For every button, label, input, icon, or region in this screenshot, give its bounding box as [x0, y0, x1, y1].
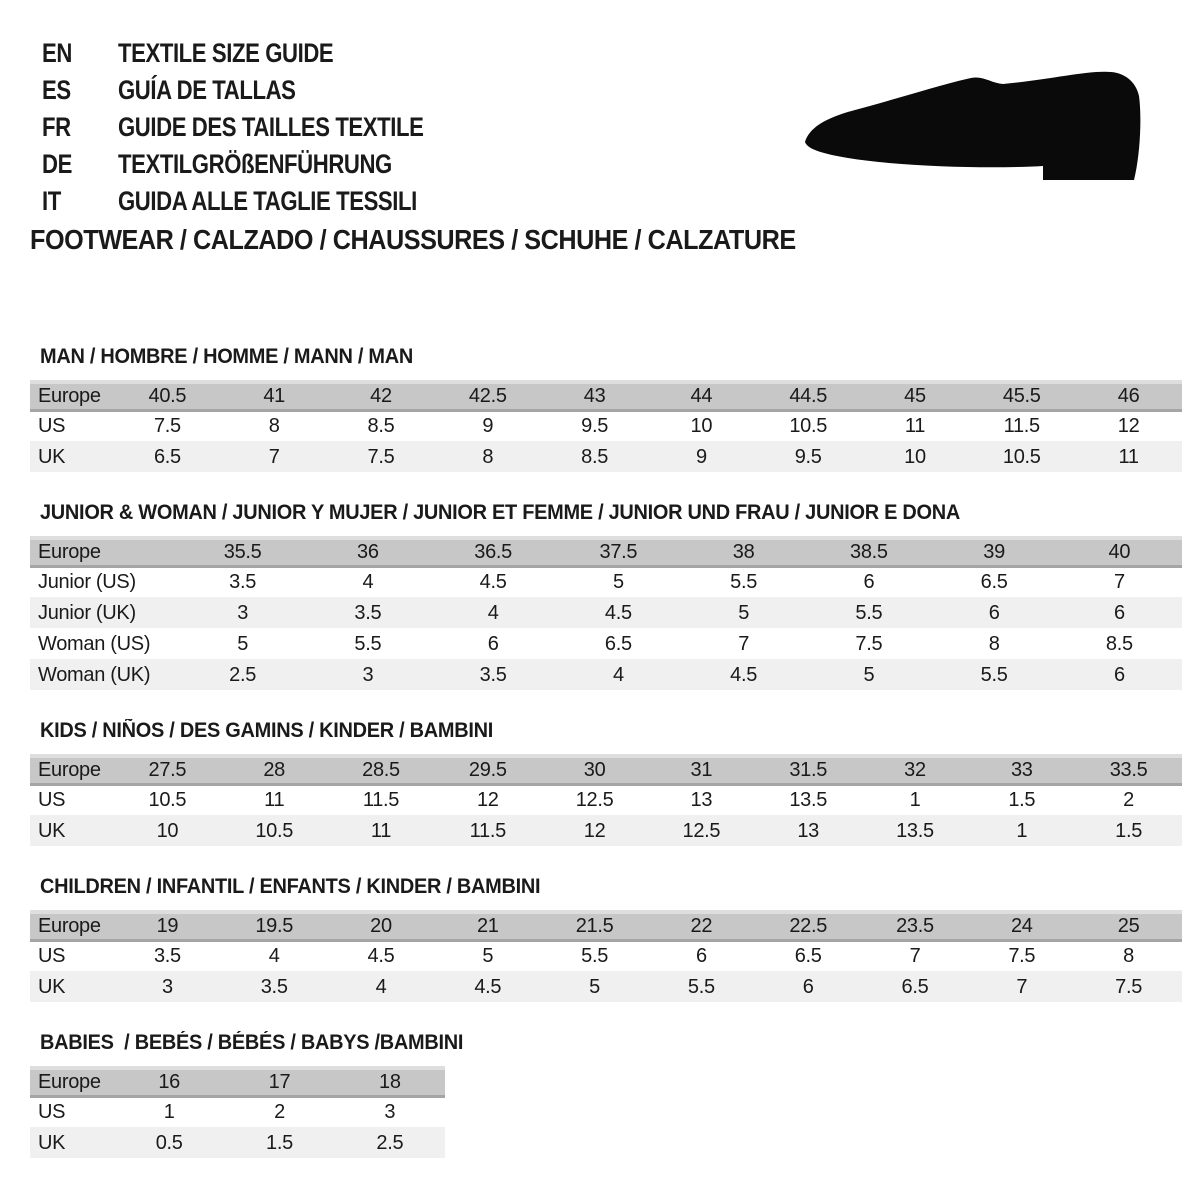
size-cell: 40.5: [114, 382, 221, 410]
row-label: UK: [30, 815, 114, 846]
size-cell: 42: [328, 382, 435, 410]
language-title: TEXTILGRÖßENFÜHRUNG: [118, 149, 392, 179]
size-cell: 16: [114, 1068, 224, 1096]
size-cell: 6: [695, 945, 707, 968]
size-cell: 8: [268, 415, 280, 438]
size-cell: 3.5: [221, 971, 328, 1002]
size-cell: 10.5: [148, 789, 187, 812]
row-label: US: [38, 789, 66, 812]
size-cell: 3: [305, 659, 430, 690]
size-cell: 2.5: [335, 1127, 445, 1158]
row-label: Europe: [30, 1068, 114, 1096]
size-cell: 36.5: [431, 538, 556, 566]
row-label: UK: [30, 971, 114, 1002]
table-row: [30, 784, 1182, 815]
language-code: DE: [42, 149, 72, 179]
language-title: TEXTILE SIZE GUIDE: [118, 38, 334, 68]
size-cell: 10.5: [221, 815, 328, 846]
size-cell: 45: [862, 382, 969, 410]
size-cell: 30: [541, 756, 648, 784]
size-cell: 39: [932, 538, 1057, 566]
size-cell: 12.5: [648, 815, 755, 846]
size-cell: 27.5: [114, 756, 221, 784]
table-row: [30, 441, 1182, 472]
table-row: [30, 1127, 445, 1158]
size-table-babies: [30, 1066, 445, 1158]
table-header-row: [30, 912, 1182, 940]
size-cell: 5: [806, 659, 931, 690]
size-cell: 5: [541, 971, 648, 1002]
size-table-junior-woman: [30, 536, 1182, 690]
row-label: UK: [30, 441, 114, 472]
size-cell: 5.5: [806, 597, 931, 628]
size-cell: 5: [681, 597, 806, 628]
size-cell: 6: [932, 597, 1057, 628]
size-cell: 33.5: [1075, 756, 1182, 784]
size-cell: 11.5: [1003, 415, 1040, 438]
size-cell: 22: [648, 912, 755, 940]
size-cell: 35.5: [180, 538, 305, 566]
size-cell: 3.5: [153, 945, 181, 968]
size-cell: 10: [862, 441, 969, 472]
section-children: [30, 876, 1182, 1002]
size-cell: 4.5: [434, 971, 541, 1002]
size-cell: 8.5: [541, 441, 648, 472]
language-row-en: [42, 35, 1182, 72]
language-title: GUIDE DES TAILLES TEXTILE: [118, 112, 424, 142]
row-label: Woman (US): [38, 632, 151, 655]
size-cell: 36: [305, 538, 430, 566]
size-cell: 12.5: [575, 789, 614, 812]
size-cell: 7.5: [855, 632, 883, 655]
size-cell: 33: [968, 756, 1075, 784]
size-cell: 8: [1123, 945, 1134, 968]
size-cell: 1.5: [1075, 815, 1182, 846]
size-cell: 4.5: [367, 945, 395, 968]
size-cell: 44: [648, 382, 755, 410]
row-label: US: [38, 945, 66, 968]
size-cell: 3: [384, 1101, 396, 1124]
size-cell: 7: [968, 971, 1075, 1002]
row-label: Europe: [30, 538, 180, 566]
row-label: Woman (UK): [30, 659, 180, 690]
size-cell: 13: [690, 789, 713, 812]
size-cell: 28: [221, 756, 328, 784]
row-label: UK: [30, 1127, 114, 1158]
size-cell: 19.5: [221, 912, 328, 940]
table-row: [30, 410, 1182, 441]
language-code: IT: [42, 186, 61, 216]
size-cell: 10: [690, 415, 713, 438]
size-cell: 8.5: [1105, 632, 1133, 655]
size-cell: 20: [328, 912, 435, 940]
size-cell: 7.5: [1075, 971, 1182, 1002]
size-cell: 12: [541, 815, 648, 846]
size-cell: 7.5: [153, 415, 181, 438]
size-cell: 11: [264, 789, 285, 812]
size-cell: 4: [362, 571, 374, 594]
size-cell: 3.5: [229, 571, 257, 594]
size-cell: 7: [221, 441, 328, 472]
size-cell: 8: [434, 441, 541, 472]
size-cell: 7: [738, 632, 750, 655]
table-row: [30, 659, 1182, 690]
category-line: FOOTWEAR / CALZADO / CHAUSSURES / SCHUHE / CALZATURE: [30, 224, 796, 255]
size-cell: 3: [114, 971, 221, 1002]
size-cell: 5.5: [730, 571, 758, 594]
size-cell: 3.5: [305, 597, 430, 628]
size-cell: 10: [114, 815, 221, 846]
row-label: Europe: [30, 912, 114, 940]
size-cell: 4.5: [681, 659, 806, 690]
size-cell: 5.5: [581, 945, 609, 968]
table-row: [30, 597, 1182, 628]
size-cell: 44.5: [755, 382, 862, 410]
size-cell: 10.5: [789, 415, 828, 438]
size-cell: 4: [328, 971, 435, 1002]
row-label: Junior (US): [38, 571, 136, 594]
size-cell: 32: [862, 756, 969, 784]
section-title-junior-woman: JUNIOR & WOMAN / JUNIOR Y MUJER / JUNIOR ET FEMME / JUNIOR UND FRAU / JUNIOR E DONA: [40, 501, 961, 524]
size-cell: 41: [221, 382, 328, 410]
size-cell: 23.5: [862, 912, 969, 940]
size-cell: 13: [755, 815, 862, 846]
size-cell: 11: [328, 815, 435, 846]
section-junior-woman: [30, 502, 1182, 690]
section-babies: [30, 1032, 1182, 1158]
size-cell: 45.5: [968, 382, 1075, 410]
size-cell: 5: [482, 945, 494, 968]
size-cell: 7: [909, 945, 921, 968]
row-label: Junior (UK): [30, 597, 180, 628]
size-cell: 6: [1057, 597, 1182, 628]
size-cell: 5: [237, 632, 249, 655]
size-cell: 1.5: [224, 1127, 334, 1158]
size-cell: 29.5: [434, 756, 541, 784]
row-label: US: [38, 1101, 66, 1124]
size-cell: 11: [904, 415, 926, 438]
language-row-it: [42, 183, 1182, 220]
row-label: US: [38, 415, 66, 438]
size-cell: 9.5: [581, 415, 609, 438]
size-cell: 11.5: [434, 815, 541, 846]
size-cell: 24: [968, 912, 1075, 940]
size-cell: 19: [114, 912, 221, 940]
size-cell: 4: [556, 659, 681, 690]
size-table-children: [30, 910, 1182, 1002]
size-cell: 6.5: [604, 632, 632, 655]
size-cell: 37.5: [556, 538, 681, 566]
size-cell: 5: [612, 571, 624, 594]
table-header-row: [30, 756, 1182, 784]
size-cell: 6.5: [794, 945, 822, 968]
size-cell: 1: [968, 815, 1075, 846]
language-code: FR: [42, 112, 71, 142]
size-cell: 10.5: [968, 441, 1075, 472]
size-cell: 21: [434, 912, 541, 940]
size-cell: 2: [274, 1101, 285, 1124]
size-cell: 2.5: [180, 659, 305, 690]
size-cell: 7.5: [1008, 945, 1036, 968]
language-code: EN: [42, 38, 72, 68]
size-cell: 38: [681, 538, 806, 566]
size-cell: 12: [1117, 415, 1140, 438]
size-cell: 46: [1075, 382, 1182, 410]
size-cell: 43: [541, 382, 648, 410]
size-cell: 5.5: [932, 659, 1057, 690]
size-cell: 0.5: [114, 1127, 224, 1158]
size-cell: 25: [1075, 912, 1182, 940]
table-header-row: [30, 382, 1182, 410]
table-row: [30, 940, 1182, 971]
table-row: [30, 1096, 445, 1127]
table-row: [30, 628, 1182, 659]
section-title-man: MAN / HOMBRE / HOMME / MANN / MAN: [40, 345, 413, 368]
size-cell: 31.5: [755, 756, 862, 784]
size-cell: 1.5: [1008, 789, 1036, 812]
size-cell: 17: [224, 1068, 334, 1096]
size-cell: 3.5: [431, 659, 556, 690]
table-header-row: [30, 1068, 445, 1096]
size-cell: 21.5: [541, 912, 648, 940]
size-cell: 2: [1123, 789, 1134, 812]
section-kids: [30, 720, 1182, 846]
size-cell: 28.5: [328, 756, 435, 784]
size-cell: 11: [1075, 441, 1182, 472]
row-label: Europe: [30, 756, 114, 784]
size-cell: 6: [863, 571, 875, 594]
language-title: GUIDA ALLE TAGLIE TESSILI: [118, 186, 417, 216]
size-table-kids: [30, 754, 1182, 846]
size-cell: 18: [335, 1068, 445, 1096]
size-cell: 4.5: [479, 571, 507, 594]
size-cell: 5.5: [354, 632, 382, 655]
shoe-icon: [803, 70, 1148, 188]
section-title-babies: BABIES / BEBÉS / BÉBÉS / BABYS /BAMBINI: [40, 1031, 464, 1054]
size-cell: 1: [909, 789, 921, 812]
size-cell: 6: [487, 632, 499, 655]
size-cell: 9.5: [755, 441, 862, 472]
size-cell: 31: [648, 756, 755, 784]
table-row: [30, 566, 1182, 597]
size-cell: 4: [431, 597, 556, 628]
size-cell: 9: [648, 441, 755, 472]
size-cell: 22.5: [755, 912, 862, 940]
size-cell: 4.5: [556, 597, 681, 628]
language-title: GUÍA DE TALLAS: [118, 75, 296, 105]
section-title-children: CHILDREN / INFANTIL / ENFANTS / KINDER / BAMBINI: [40, 875, 541, 898]
section-title-kids: KIDS / NIÑOS / DES GAMINS / KINDER / BAMBINI: [40, 719, 494, 742]
size-cell: 5.5: [648, 971, 755, 1002]
size-cell: 42.5: [434, 382, 541, 410]
size-cell: 3: [180, 597, 305, 628]
language-code: ES: [42, 75, 71, 105]
size-cell: 13.5: [862, 815, 969, 846]
size-cell: 6: [755, 971, 862, 1002]
table-row: [30, 971, 1182, 1002]
size-cell: 40: [1057, 538, 1182, 566]
size-cell: 38.5: [806, 538, 931, 566]
table-header-row: [30, 538, 1182, 566]
size-cell: 6.5: [114, 441, 221, 472]
size-cell: 12: [476, 789, 499, 812]
table-row: [30, 815, 1182, 846]
section-man: [30, 346, 1182, 472]
size-cell: 7: [1113, 571, 1125, 594]
size-cell: 11.5: [362, 789, 400, 812]
size-table-man: [30, 380, 1182, 472]
row-label: Europe: [30, 382, 114, 410]
size-cell: 4: [268, 945, 280, 968]
size-cell: 6: [1057, 659, 1182, 690]
size-cell: 7.5: [328, 441, 435, 472]
size-cell: 6.5: [980, 571, 1008, 594]
size-cell: 6.5: [862, 971, 969, 1002]
size-cell: 8: [988, 632, 1000, 655]
size-cell: 9: [482, 415, 494, 438]
size-cell: 13.5: [789, 789, 828, 812]
size-cell: 8.5: [367, 415, 395, 438]
size-cell: 1: [163, 1101, 175, 1124]
